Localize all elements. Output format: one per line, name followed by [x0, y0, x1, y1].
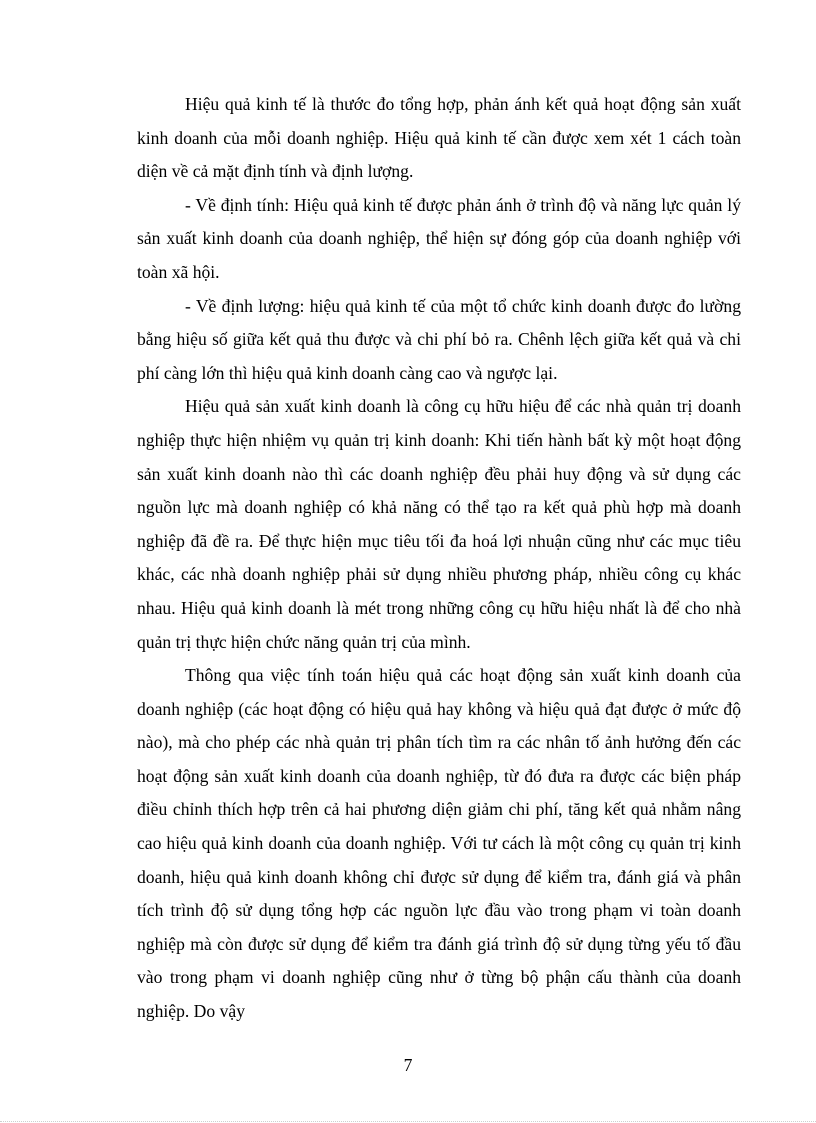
page-number: 7	[403, 1055, 413, 1075]
paragraph-qualitative: - Về định tính: Hiệu quả kinh tế được phản ánh ở trình độ và năng lực quản lý sản xuất kinh doanh của doanh nghiệp, thể hiện sự đóng góp của doanh nghiệp với toàn xã hội.	[137, 194, 741, 282]
paragraph-calculation: Thông qua việc tính toán hiệu quả các hoạt động sản xuất kinh doanh của doanh nghiệp (các hoạt động có hiệu quả hay không và hiệu quả đạt được ở mức độ nào), mà cho phép các nhà quản trị phân tích tìm ra các nhân tố ảnh hưởng đến các hoạt động sản xuất kinh doanh của doanh nghiệp, từ đó đưa ra được các biện pháp điều chỉnh thích hợp trên cả hai phương diện giảm chi phí, tăng kết quả nhằm nâng cao hiệu quả kinh doanh của doanh nghiệp. Với tư cách là một công cụ quản trị kinh doanh, hiệu quả kinh doanh không chỉ được sử dụng để kiểm tra, đánh giá và phân tích trình độ sử dụng tổng hợp các nguồn lực đầu vào trong phạm vi toàn doanh nghiệp mà còn được sử dụng để kiểm tra đánh giá trình độ sử dụng từng yếu tố đầu vào trong phạm vi doanh nghiệp cũng như ở từng bộ phận cấu thành của doanh nghiệp. Do vậy	[137, 665, 741, 1022]
paragraph-management-tool: Hiệu quả sản xuất kinh doanh là công cụ hữu hiệu để các nhà quản trị doanh nghiệp thực hiện nhiệm vụ quản trị kinh doanh: Khi tiến hành bất kỳ một hoạt động sản xuất kinh doanh nào thì các doanh nghiệp đều phải huy động và sử dụng các nguồn lực mà doanh nghiệp có khả năng có thể tạo ra kết quả phù hợp mà doanh nghiệp đã đề ra. Để thực hiện mục tiêu tối đa hoá lợi nhuận cũng như các mục tiêu khác, các nhà doanh nghiệp phải sử dụng nhiều phương pháp, nhiều công cụ khác nhau. Hiệu quả kinh doanh là mét trong những công cụ hữu hiệu nhất là để cho nhà quản trị thực hiện chức năng quản trị của mình.	[137, 396, 741, 652]
paragraph-quantitative: - Về định lượng: hiệu quả kinh tế của một tổ chức kinh doanh được đo lường bằng hiệu số giữa kết quả thu được và chi phí bỏ ra. Chênh lệch giữa kết quả và chi phí càng lớn thì hiệu quả kinh doanh càng cao và ngược lại.	[137, 295, 741, 383]
paragraph-economic-efficiency: Hiệu quả kinh tế là thước đo tổng hợp, phản ánh kết quả hoạt động sản xuất kinh doanh của mỗi doanh nghiệp. Hiệu quả kinh tế cần được xem xét 1 cách toàn diện về cả mặt định tính và định lượng.	[137, 94, 741, 182]
document-body	[137, 88, 741, 1029]
page-bottom-divider	[0, 1121, 816, 1122]
